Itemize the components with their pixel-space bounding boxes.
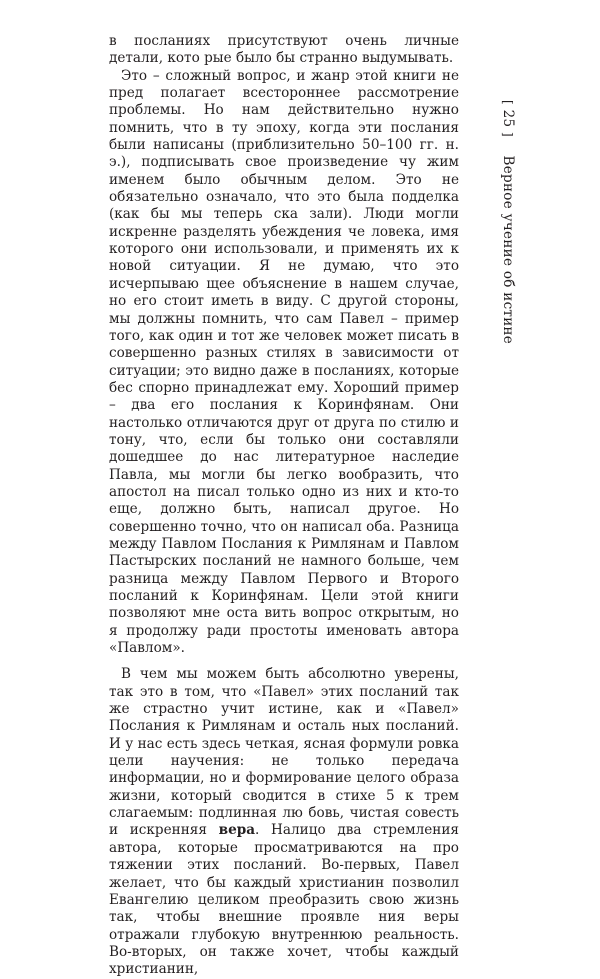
paragraph-continuation: в посланиях присутствуют очень личные детали, кото рые было бы странно выдумывать. [109,33,459,67]
paragraph-certainty: В чем мы можем быть абсолютно уверены, так это в том, что «Павел» этих посланий так же страстно учит истине, как и «Павел» Послания к Римлянам и осталь ных посланий. И у нас есть здесь четкая, ясная формули ровка цели научения: не только передача информации, но и формирование целого образа жизни, который сводится в стихе 5 к трем слагаемым: подлинная лю бовь, чистая совесть и искренняя вера. Налицо два стремления автора, которые просматриваются на про тяжении этих посланий. Во-первых, Павел желает, что бы каждый христианин позволил Евангелию целиком преобразить свою жизнь так, чтобы внешние проявле ния веры отражали глубокую внутреннюю реальность. Во-вторых, он также хочет, чтобы каждый христианин, [109,666,460,978]
page-number: [ 25 ] [500,100,516,137]
emphasized-word: вера [218,822,256,839]
running-head [500,100,516,344]
running-title: Верное учение об истине [500,155,516,345]
paragraph-authorship: Это – сложный вопрос, и жанр этой книги не пред полагает всестороннее рассмотрение проблемы. Но нам действительно нужно помнить, что в ту эпоху, когда эти послания были написаны (приблизительно 50–100 гг. н. э.), подписывать свое произведение чу жим именем было обычным делом. Это не обязательно означало, что это была подделка (как бы мы теперь ска зали). Люди могли искренне разделять убеждения че ловека, имя которого они использовали, и применять их к новой ситуации. Я не думаю, что это исчерпываю щее объяснение в нашем случае, но его стоит иметь в виду. С другой стороны, мы должны помнить, что сам Павел – пример того, как один и тот же человек может писать в совершенно разных стилях в зависимости от ситуации; это видно даже в посланиях, которые бес спорно принадлежат ему. Хороший пример – два его послания к Коринфянам. Они настолько отличаются друг от друга по стилю и тону, что, если бы только они составляли дошедшее до нас литературное наследие Павла, мы могли бы легко вообразить, что апостол на писал только одно из них и кто-то еще, должно быть, написал другое. Но совершенно точно, что он написал оба. Разница между Павлом Послания к Римлянам и Павлом Пастырских посланий не намного больше, чем разница между Павлом Первого и Второго посланий к Коринфянам. Цели этой книги позволяют мне оста вить вопрос открытым, но я продолжу ради простоты именовать автора «Павлом». [109,67,460,657]
body-text [109,33,459,979]
